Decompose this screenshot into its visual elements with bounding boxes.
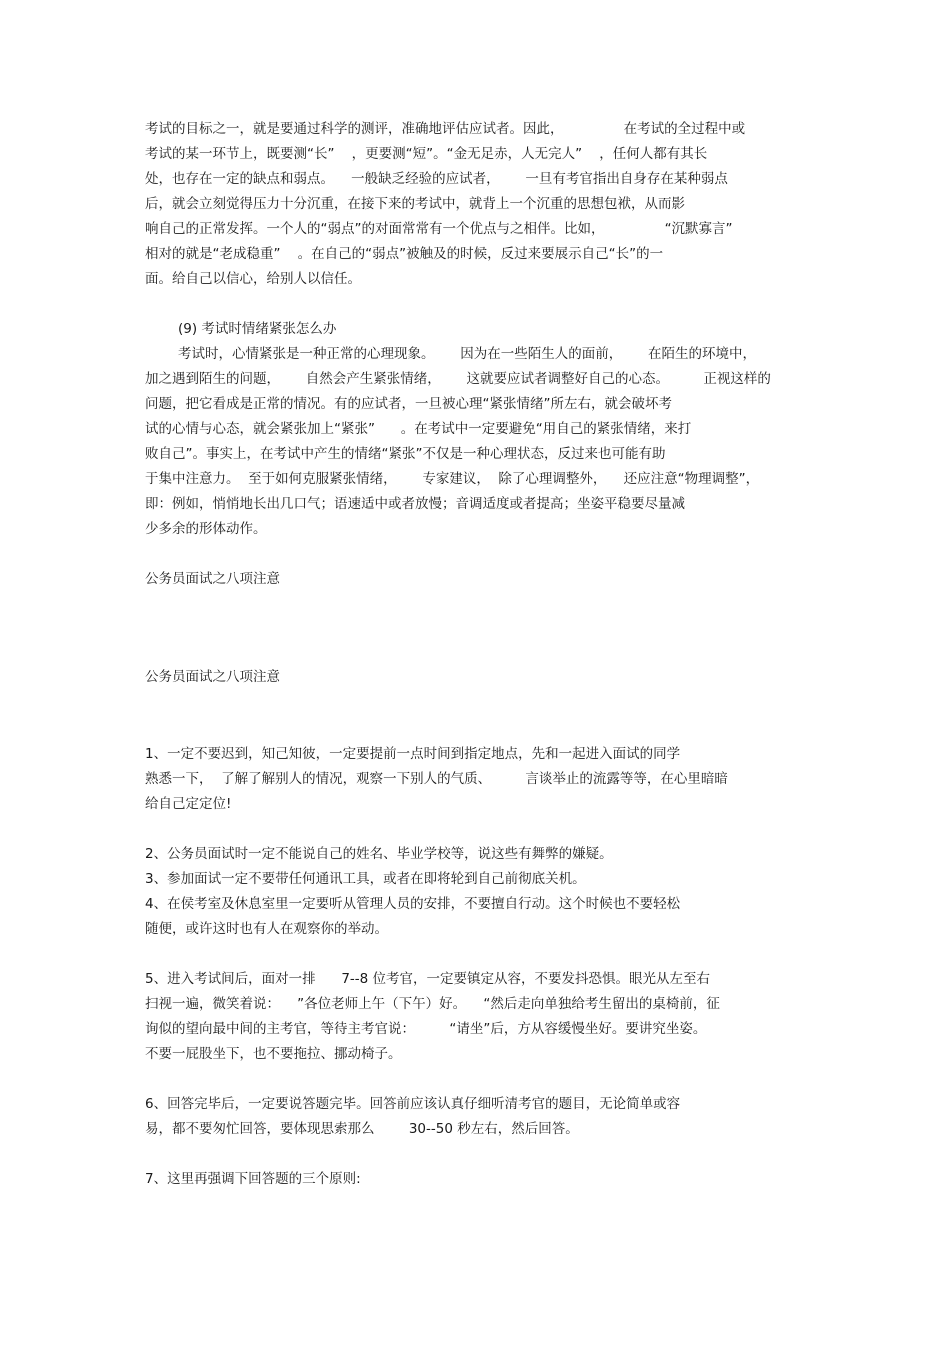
section-heading: (9) 考试时情绪紧张怎么办	[178, 321, 337, 337]
article-title: 公务员面试之八项注意	[145, 669, 280, 685]
text-line: 易，都不要匆忙回答，要体现思索那么 30--50 秒左右，然后回答。	[145, 1121, 579, 1137]
text-line: 6、回答完毕后，一定要说答题完毕。回答前应该认真仔细听清考官的题目，无论简单或容	[145, 1096, 681, 1112]
text-line: 1、一定不要迟到，知己知彼，一定要提前一点时间到指定地点，先和一起进入面试的同学	[145, 746, 681, 762]
text-line: 后，就会立刻觉得压力十分沉重，在接下来的考试中，就背上一个沉重的思想包袱，从而影	[145, 196, 685, 212]
text-line: 试的心情与心态，就会紧张加上“紧张” 。在考试中一定要避免“用自己的紧张情绪，来打	[145, 421, 692, 437]
article-heading: 公务员面试之八项注意	[145, 571, 280, 587]
text-line: 于集中注意力。 至于如何克服紧张情绪， 专家建议， 除了心理调整外， 还应注意“物理调整”，	[145, 471, 760, 487]
list-item-7: 7、这里再强调下回答题的三个原则:	[145, 1171, 361, 1187]
text-line: 随便，或许这时也有人在观察你的举动。	[145, 921, 388, 937]
text-line: 4、在侯考室及休息室里一定要听从管理人员的安排，不要擅自行动。这个时候也不要轻松	[145, 896, 681, 912]
text-line: 面。给自己以信心，给别人以信任。	[145, 271, 361, 287]
text-line: 响自己的正常发挥。一个人的“弱点”的对面常常有一个优点与之相伴。比如， “沉默寡言”	[145, 221, 733, 237]
text-line: 少多余的形体动作。	[145, 521, 267, 537]
text-line: 不要一屁股坐下，也不要拖拉、挪动椅子。	[145, 1046, 402, 1062]
text-line: 败自己”。事实上，在考试中产生的情绪“紧张”不仅是一种心理状态，反过来也可能有助	[145, 446, 666, 462]
list-item-3: 3、参加面试一定不要带任何通讯工具，或者在即将轮到自己前彻底关机。	[145, 871, 586, 887]
text-line: 考试时，心情紧张是一种正常的心理现象。 因为在一些陌生人的面前， 在陌生的环境中，	[178, 346, 756, 362]
text-line: 考试的目标之一，就是要通过科学的测评，准确地评估应试者。因此， 在考试的全过程中或	[145, 121, 746, 137]
text-line: 给自己定定位!	[145, 796, 232, 812]
text-line: 加之遇到陌生的问题， 自然会产生紧张情绪， 这就要应试者调整好自己的心态。 正视这样的	[145, 371, 771, 387]
text-line: 相对的就是“老成稳重” 。在自己的“弱点”被触及的时候，反过来要展示自己“长”的一	[145, 246, 664, 262]
text-line: 问题，把它看成是正常的情况。有的应试者，一旦被心理“紧张情绪”所左右，就会破坏考	[145, 396, 672, 412]
text-line: 询似的望向最中间的主考官，等待主考官说： “请坐”后，方从容缓慢坐好。要讲究坐姿。	[145, 1021, 707, 1037]
text-line: 扫视一遍，微笑着说： ”各位老师上午（下午）好。 “然后走向单独给考生留出的桌椅前，征	[145, 996, 720, 1012]
text-line: 处，也存在一定的缺点和弱点。 一般缺乏经验的应试者， 一旦有考官指出自身存在某种弱点	[145, 171, 728, 187]
text-line: 5、进入考试间后，面对一排 7--8 位考官，一定要镇定从容，不要发抖恐惧。眼光从左至右	[145, 971, 711, 987]
text-line: 考试的某一环节上，既要测“长” ，更要测“短”。“金无足赤，人无完人” ，任何人都有其长	[145, 146, 708, 162]
text-line: 熟悉一下， 了解了解别人的情况，观察一下别人的气质、 言谈举止的流露等等，在心里暗暗	[145, 771, 728, 787]
list-item-2: 2、公务员面试时一定不能说自己的姓名、毕业学校等，说这些有舞弊的嫌疑。	[145, 846, 613, 862]
text-line: 即：例如，悄悄地长出几口气；语速适中或者放慢；音调适度或者提高；坐姿平稳要尽量减	[145, 496, 685, 512]
